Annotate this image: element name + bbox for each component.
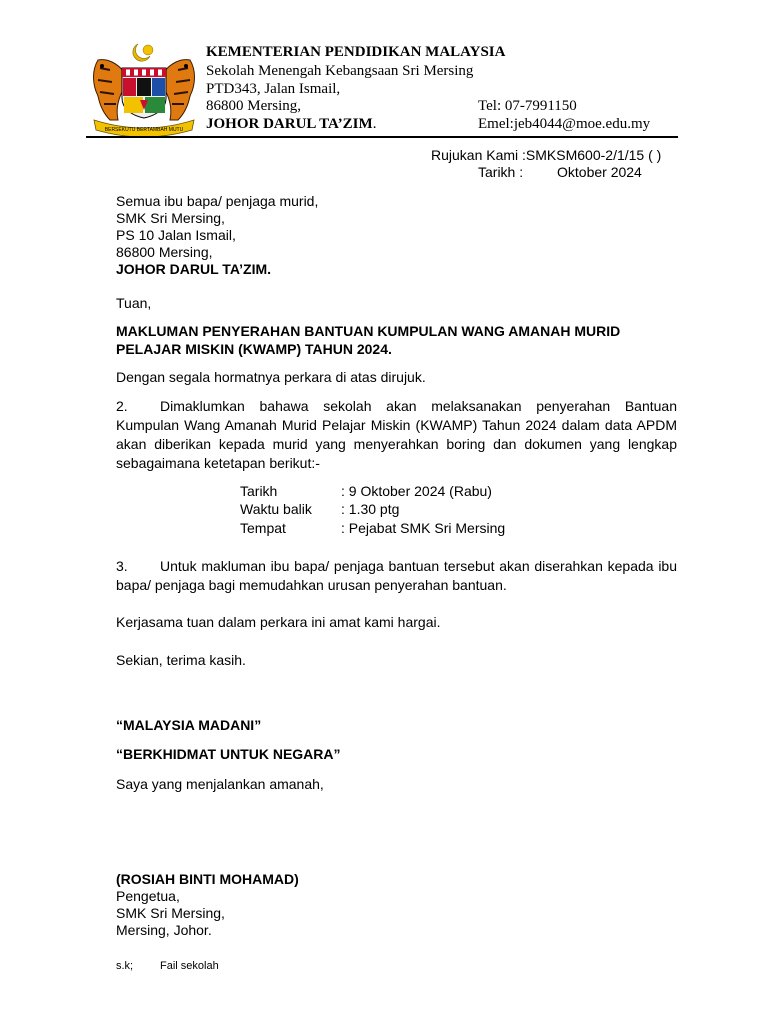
detail-label: Waktu balik	[240, 501, 312, 517]
cc-label: s.k;	[116, 960, 134, 972]
detail-row-date	[240, 482, 492, 501]
signatory-school: SMK Sri Mersing,	[116, 905, 225, 921]
school-email[interactable]: Emel:jeb4044@moe.edu.my	[478, 116, 651, 132]
crescent-star-icon	[133, 44, 153, 61]
subject-line-1: MAKLUMAN PENYERAHAN BANTUAN KUMPULAN WANG AMANAH MURID	[116, 323, 621, 339]
paragraph-2-number: 2.	[116, 398, 128, 414]
date-value: Oktober 2024	[557, 164, 642, 180]
paragraph-3-number: 3.	[116, 558, 128, 574]
recipient-line-5: JOHOR DARUL TA’ZIM.	[116, 261, 272, 277]
paragraph-3-text: Untuk makluman ibu bapa/ penjaga bantuan tersebut akan diserahkan kepada ibu bapa/ penjaga bagi memudahkan urusan penyerahan bantuan.	[116, 558, 677, 593]
date-label: Tarikh :	[478, 164, 524, 180]
subject-line-2: PELAJAR MISKIN (KWAMP) TAHUN 2024.	[116, 341, 392, 357]
trust-line: Saya yang menjalankan amanah,	[116, 776, 324, 792]
coat-of-arms-logo	[88, 40, 200, 136]
svg-text:BERSEKUTU BERTAMBAH MUTU: BERSEKUTU BERTAMBAH MUTU	[104, 127, 184, 133]
motto-malaysia-madani: “MALAYSIA MADANI”	[116, 717, 262, 733]
recipient-line-1: Semua ibu bapa/ penjaga murid,	[116, 193, 319, 209]
school-address-2: 86800 Mersing,	[206, 98, 301, 114]
reference-number: Rujukan Kami :SMKSM600-2/1/15 ( )	[431, 147, 662, 163]
ministry-name: KEMENTERIAN PENDIDIKAN MALAYSIA	[206, 44, 506, 60]
recipient-line-2: SMK Sri Mersing,	[116, 210, 225, 226]
school-state-period: .	[372, 116, 377, 132]
detail-row-time	[240, 500, 399, 519]
salutation: Tuan,	[116, 295, 152, 311]
left-tiger-icon	[94, 60, 125, 120]
school-name: Sekolah Menengah Kebangsaan Sri Mersing	[206, 63, 474, 79]
school-state-name: JOHOR DARUL TA’ZIM	[206, 116, 373, 132]
school-state	[206, 116, 376, 133]
school-telephone: Tel: 07-7991150	[478, 98, 577, 114]
paragraph-3	[116, 557, 677, 595]
cc-value: Fail sekolah	[160, 960, 219, 972]
detail-row-place	[240, 519, 505, 538]
cooperation-line: Kerjasama tuan dalam perkara ini amat kami hargai.	[116, 614, 441, 630]
recipient-line-3: PS 10 Jalan Ismail,	[116, 227, 236, 243]
motto-ribbon	[94, 120, 194, 136]
motto-berkhidmat: “BERKHIDMAT UNTUK NEGARA”	[116, 746, 341, 762]
signatory-title: Pengetua,	[116, 888, 180, 904]
paragraph-2	[116, 397, 677, 473]
signatory-place: Mersing, Johor.	[116, 922, 212, 938]
detail-label: Tempat	[240, 520, 286, 536]
recipient-line-4: 86800 Mersing,	[116, 244, 213, 260]
detail-value: : Pejabat SMK Sri Mersing	[341, 520, 506, 536]
opening-line: Dengan segala hormatnya perkara di atas dirujuk.	[116, 369, 426, 385]
detail-value: : 1.30 ptg	[341, 501, 400, 517]
thanks-line: Sekian, terima kasih.	[116, 652, 246, 668]
detail-label: Tarikh	[240, 483, 278, 499]
right-tiger-icon	[164, 60, 195, 120]
school-address-1: PTD343, Jalan Ismail,	[206, 81, 341, 97]
paragraph-2-text: Dimaklumkan bahawa sekolah akan melaksanakan penyerahan Bantuan Kumpulan Wang Amanah Murid Pelajar Miskin (KWAMP) Tahun 2024 dalam data APDM akan diberikan kepada murid yang menyerahkan boring dan dokumen yang lengkap sebagaimana ketetapan berikut:-	[116, 398, 677, 471]
shield-icon	[122, 68, 166, 118]
detail-value: : 9 Oktober 2024 (Rabu)	[341, 483, 492, 499]
signatory-name: (ROSIAH BINTI MOHAMAD)	[116, 871, 299, 887]
letterhead-divider	[86, 136, 678, 138]
